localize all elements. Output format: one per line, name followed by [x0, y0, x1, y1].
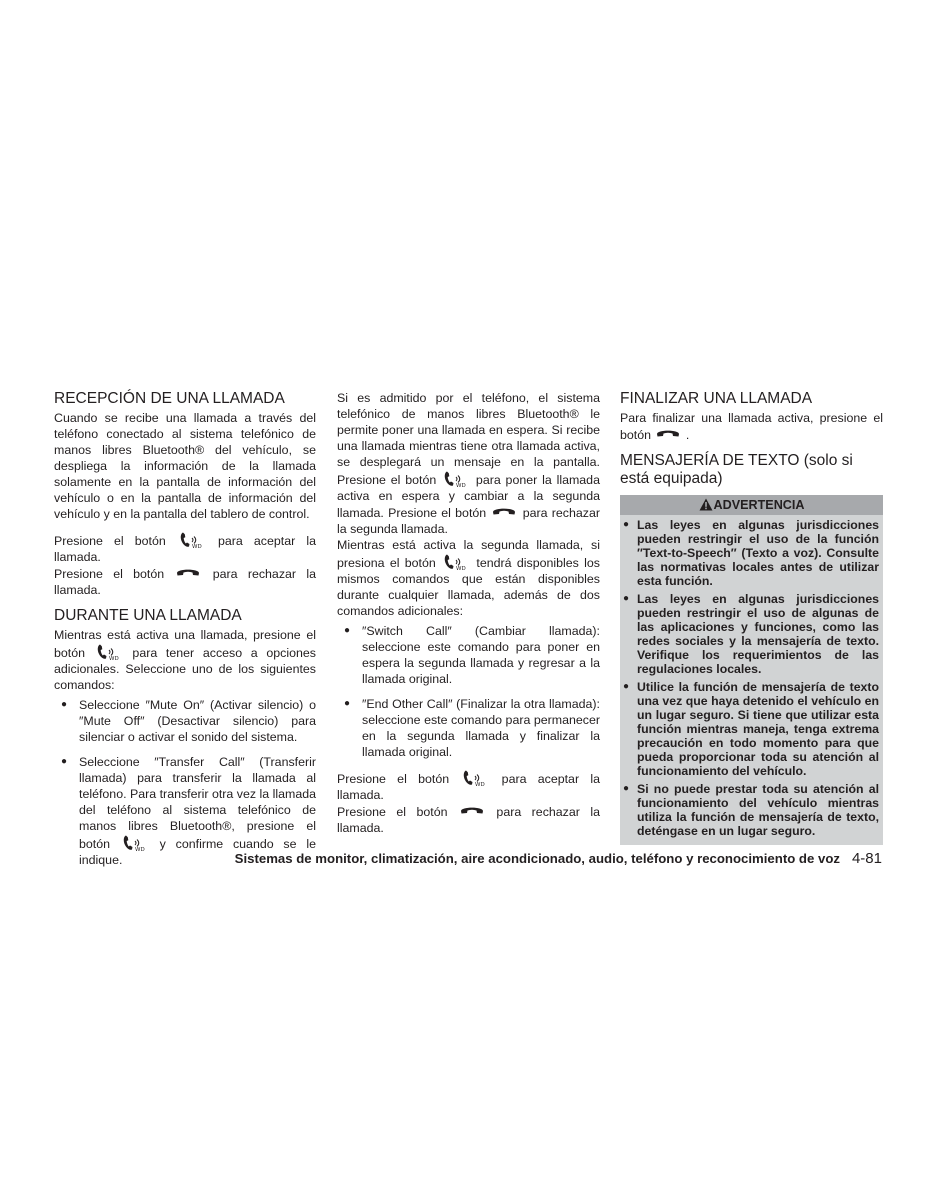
paragraph-second-call: [337, 537, 600, 619]
warning-item: ● Utilice la función de mensajería de texto una vez que haya detenido el vehículo en un lugar seguro. Si tiene que utilizar esta función mientras maneja, tenga extrema precaución en todo momento para que pueda proporcionar toda su atención al funcionamiento del vehículo.: [620, 680, 879, 778]
instruction-reject: [54, 565, 316, 598]
warning-triangle-icon: [699, 498, 713, 511]
text: para aceptar la llamada.: [54, 534, 316, 564]
phone-hangup-icon: [460, 803, 484, 817]
phone-talk-icon: [179, 531, 205, 549]
list-item: ● Seleccione ″Mute On″ (Activar silencio) o ″Mute Off″ (Desactivar silencio) para silenciar o activar el sonido del sistema.: [54, 697, 316, 745]
paragraph-durante: [54, 627, 316, 693]
instruction-reject: [337, 803, 600, 836]
text: Presione el botón: [54, 534, 166, 548]
svg-text:WD: WD: [191, 544, 202, 549]
text: Mientras está activa una llamada, presione el botón: [54, 628, 316, 660]
warning-item: ● Las leyes en algunas jurisdicciones pueden restringir el uso de la función ″Text-to-Speech″ (Texto a voz). Consulte las normativas locales antes de utilizar esta función.: [620, 518, 879, 588]
warning-header: [620, 495, 883, 515]
phone-talk-icon: [462, 769, 488, 787]
text: Presione el botón: [337, 772, 450, 786]
paragraph-recepcion: Cuando se recibe una llamada a través del teléfono conectado al sistema telefónico de manos libres Bluetooth® del vehículo, se despliega la información de la llamada solamente en la pantalla de información del vehículo o en la pantalla de información del vehículo y en la pantalla del tablero de control.: [54, 411, 316, 521]
phone-hangup-icon: [176, 565, 200, 579]
text: Mientras está activa la segunda llamada, si presiona el botón: [337, 538, 600, 570]
section-title: Sistemas de monitor, climatización, aire acondicionado, audio, teléfono y reconocimiento de voz: [234, 851, 840, 866]
text: Presione el botón: [337, 805, 448, 819]
paragraph-call-waiting: [337, 390, 600, 537]
text: y confirme cuando se le indique.: [79, 837, 316, 867]
warning-list: [620, 518, 883, 838]
page-number: 4-81: [851, 850, 882, 867]
list-item: ● ″Switch Call″ (Cambiar llamada): seleccione este comando para poner en espera la segunda llamada y regresar a la llamada original.: [337, 623, 600, 687]
warning-item: ● Las leyes en algunas jurisdicciones pueden restringir el uso de algunas de las aplicaciones y funciones, como las redes sociales y la mensajería de texto. Verifique los requerimientos de las regulaciones locales.: [620, 592, 879, 676]
text: para rechazar la segunda llamada.: [337, 506, 600, 536]
phone-hangup-icon: [656, 426, 680, 440]
instruction-accept: [54, 531, 316, 565]
instruction-accept: [337, 769, 600, 803]
heading-recepcion: RECEPCIÓN DE UNA LLAMADA: [54, 390, 285, 407]
warning-box: [620, 495, 883, 845]
list-item: ● ″End Other Call″ (Finalizar la otra llamada): seleccione este comando para permanecer en la segunda llamada y finalizar la llamada original.: [337, 696, 600, 760]
text: para tener acceso a opciones adicionales. Seleccione uno de los siguientes comandos:: [54, 646, 316, 692]
text: Para finalizar una llamada activa, presione el botón: [620, 411, 883, 442]
text: para aceptar la llamada.: [337, 772, 600, 802]
paragraph-finalizar: [620, 410, 883, 443]
text: Si es admitido por el teléfono, el sistema telefónico de manos libres Bluetooth® le permite poner una llamada en espera. Si recibe una llamada mientras tiene otra llamada activa, se desplegará un mensaje en la pantalla. Presione el botón: [337, 391, 600, 487]
column-left: [54, 390, 316, 877]
phone-talk-icon: [96, 643, 122, 661]
svg-text:WD: WD: [456, 566, 466, 571]
text: Presione el botón: [54, 567, 165, 581]
svg-text:WD: WD: [108, 656, 119, 661]
phone-talk-icon: [443, 553, 469, 571]
text: Seleccione ″Transfer Call″ (Transferir llamada) para transferir la llamada al teléfono. Para transferir otra vez la llamada del teléfono al sistema telefónico de manos libres Bluetooth®, presione el botón: [79, 755, 316, 851]
command-list: [337, 623, 600, 760]
column-right: [620, 390, 883, 845]
svg-text:WD: WD: [456, 483, 466, 488]
command-list: [54, 697, 316, 868]
text: para poner la llamada activa en espera y cambiar a la segunda llamada. Presione el botón: [337, 473, 600, 520]
text: .: [685, 428, 690, 442]
phone-hangup-icon: [492, 504, 516, 518]
text: tendrá disponibles los mismos comandos que están disponibles durante cualquier llamada, además de dos comandos adicionales:: [337, 556, 600, 618]
text: para rechazar la llamada.: [337, 805, 600, 835]
svg-text:WD: WD: [475, 782, 486, 787]
phone-talk-icon: [443, 470, 469, 488]
warning-item: ● Si no puede prestar toda su atención al funcionamiento del vehículo mientras utiliza la función de mensajería de texto, deténgase en un lugar seguro.: [620, 782, 879, 838]
heading-finalizar: FINALIZAR UNA LLAMADA: [620, 390, 813, 407]
warning-title: ADVERTENCIA: [713, 498, 805, 512]
heading-mensajeria: MENSAJERÍA DE TEXTO (solo si está equipada): [620, 452, 853, 487]
column-middle: [337, 390, 600, 836]
text: para rechazar la llamada.: [54, 567, 316, 597]
svg-text:WD: WD: [134, 847, 145, 852]
heading-durante: DURANTE UNA LLAMADA: [54, 607, 242, 624]
page-footer: [100, 850, 882, 868]
